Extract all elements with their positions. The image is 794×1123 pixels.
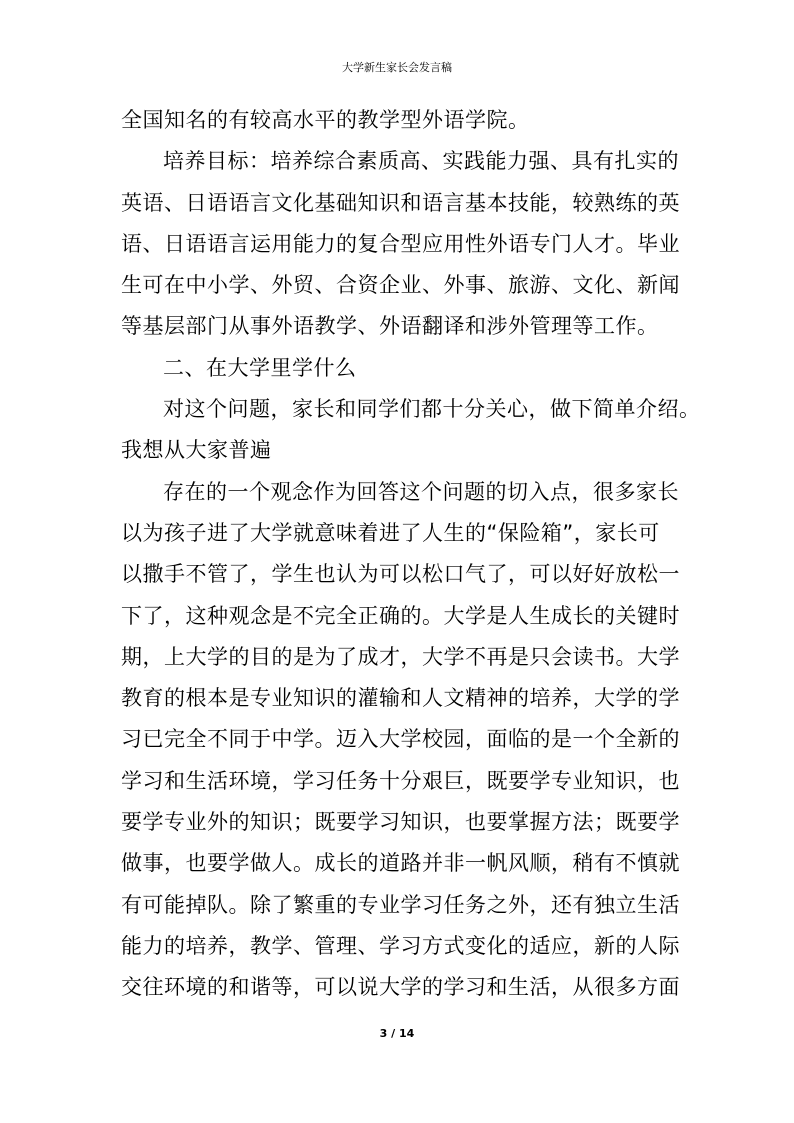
page-number: 3 / 14 [379,1027,415,1040]
text-line: 生可在中小学、外贸、合资企业、外事、旅游、文化、新闻 [121,273,680,298]
text-line: 习已完全不同于中学。迈入大学校园，面临的是一个全新的 [121,727,680,752]
text-line: 对这个问题，家长和同学们都十分关心，做下简单介绍。 [163,397,701,422]
text-line: 学习和生活环境，学习任务十分艰巨，既要学专业知识，也 [121,768,680,793]
text-line: 能力的培养，教学、管理、学习方式变化的适应，新的人际 [121,933,680,958]
text-line: 我想从大家普遍 [121,438,272,463]
text-line: 下了，这种观念是不完全正确的。大学是人生成长的关键时 [121,603,680,628]
text-line: 教育的根本是专业知识的灌输和人文精神的培养，大学的学 [121,686,680,711]
text-line: 全国知名的有较高水平的教学型外语学院。 [121,108,530,132]
section-heading: 二、在大学里学什么 [163,355,357,380]
text-line: 培养目标：培养综合素质高、实践能力强、具有扎实的 [163,149,679,174]
text-line: 以为孩子进了大学就意味着进了人生的“保险箱”，家长可 [121,520,660,545]
text-line: 英语、日语语言文化基础知识和语言基本技能，较熟练的英 [121,190,680,215]
text-line: 存在的一个观念作为回答这个问题的切入点，很多家长 [163,479,679,504]
text-line: 语、日语语言运用能力的复合型应用性外语专门人才。毕业 [121,231,680,256]
text-line: 要学专业外的知识；既要学习知识，也要掌握方法；既要学 [121,810,680,835]
text-line: 等基层部门从事外语教学、外语翻译和涉外管理等工作。 [121,314,659,339]
document-body [121,100,701,1009]
text-line: 交往环境的和谐等，可以说大学的学习和生活，从很多方面 [121,975,680,1000]
text-line: 以撒手不管了，学生也认为可以松口气了，可以好好放松一 [121,562,680,587]
text-line: 有可能掉队。除了繁重的专业学习任务之外，还有独立生活 [121,892,680,917]
text-line: 期，上大学的目的是为了成才，大学不再是只会读书。大学 [121,644,680,669]
text-line: 做事，也要学做人。成长的道路并非一帆风顺，稍有不慎就 [121,851,680,876]
page-header: 大学新生家长会发言稿 [342,61,452,74]
